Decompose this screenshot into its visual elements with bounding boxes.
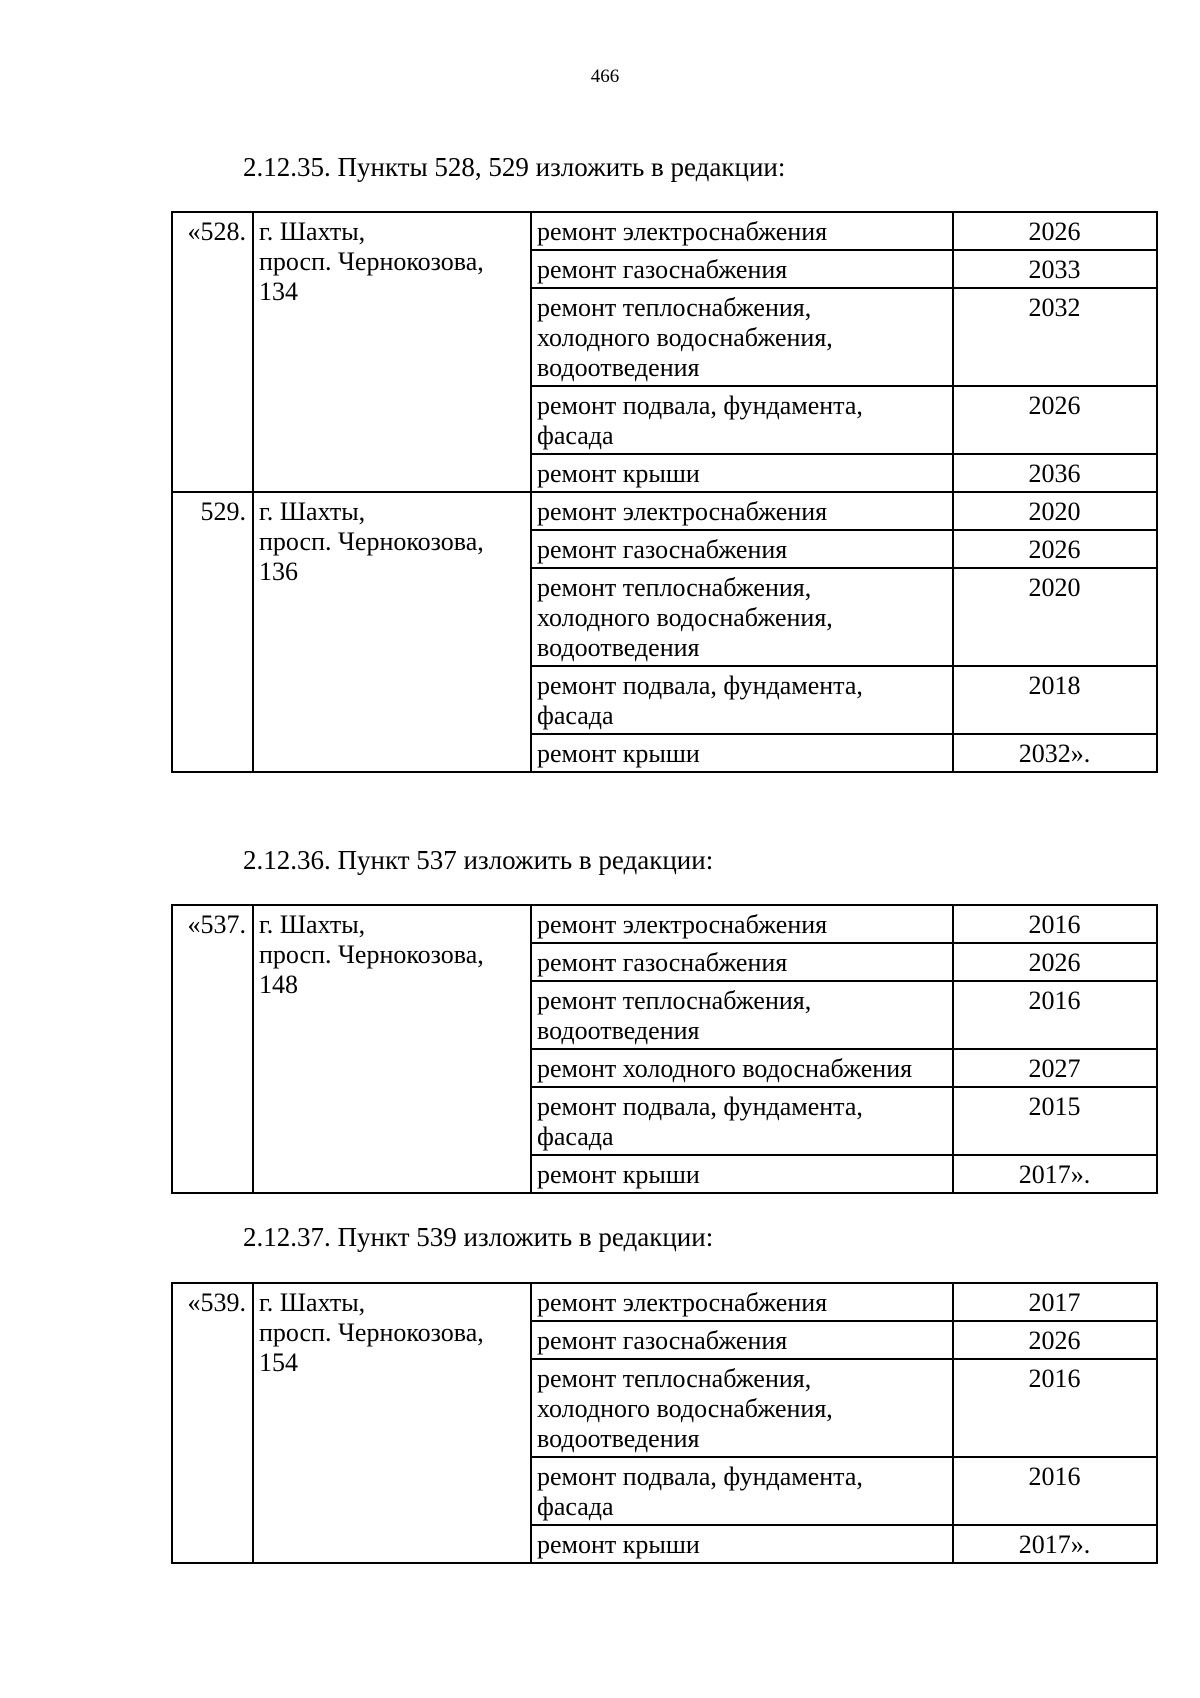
table-row bbox=[172, 1283, 1157, 1321]
work-type-line: ремонт крыши bbox=[537, 1160, 700, 1189]
year-cell: 2017». bbox=[953, 1155, 1157, 1193]
address-line: просп. Чернокозова, bbox=[259, 1318, 484, 1347]
item-number: «528. bbox=[172, 212, 253, 492]
work-type-line: ремонт подвала, фундамента, bbox=[537, 1462, 863, 1491]
year-cell: 2017 bbox=[953, 1283, 1157, 1321]
year-cell: 2026 bbox=[953, 530, 1157, 568]
work-type-line: ремонт газоснабжения bbox=[537, 1326, 788, 1355]
work-type-cell bbox=[531, 1525, 953, 1563]
work-type-cell bbox=[531, 1049, 953, 1087]
year-cell: 2017». bbox=[953, 1525, 1157, 1563]
work-type-cell bbox=[531, 1359, 953, 1457]
work-type-line: ремонт газоснабжения bbox=[537, 255, 788, 284]
address-line: г. Шахты, bbox=[259, 497, 366, 526]
work-type-line: ремонт электроснабжения bbox=[537, 910, 828, 939]
work-type-line: холодного водоснабжения, bbox=[537, 1394, 833, 1423]
item-number: 529. bbox=[172, 492, 253, 772]
work-type-line: ремонт холодного водоснабжения bbox=[537, 1054, 913, 1083]
section-heading: 2.12.35. Пункты 528, 529 изложить в редакции: bbox=[243, 152, 786, 182]
year-cell: 2026 bbox=[953, 943, 1157, 981]
work-type-line: водоотведения bbox=[537, 1424, 700, 1453]
year-cell: 2032 bbox=[953, 288, 1157, 386]
address-line: г. Шахты, bbox=[259, 910, 366, 939]
work-type-line: водоотведения bbox=[537, 1016, 700, 1045]
work-type-cell bbox=[531, 1457, 953, 1525]
address-line: 136 bbox=[259, 557, 298, 586]
year-cell: 2036 bbox=[953, 454, 1157, 492]
work-type-line: ремонт теплоснабжения, bbox=[537, 1364, 812, 1393]
year-cell: 2016 bbox=[953, 981, 1157, 1049]
work-type-cell bbox=[531, 1087, 953, 1155]
address-line: г. Шахты, bbox=[259, 1288, 366, 1317]
schedule-table bbox=[171, 1282, 1158, 1564]
work-type-line: ремонт газоснабжения bbox=[537, 535, 788, 564]
work-type-cell bbox=[531, 386, 953, 454]
work-type-line: холодного водоснабжения, bbox=[537, 603, 833, 632]
work-type-cell bbox=[531, 905, 953, 943]
page-number: 466 bbox=[590, 66, 620, 87]
address-cell bbox=[253, 212, 531, 492]
work-type-cell bbox=[531, 212, 953, 250]
address-cell bbox=[253, 1283, 531, 1563]
work-type-line: ремонт теплоснабжения, bbox=[537, 293, 812, 322]
year-cell: 2026 bbox=[953, 386, 1157, 454]
address-line: просп. Чернокозова, bbox=[259, 940, 484, 969]
item-number: «537. bbox=[172, 905, 253, 1193]
work-type-cell bbox=[531, 454, 953, 492]
work-type-line: ремонт крыши bbox=[537, 459, 700, 488]
year-cell: 2020 bbox=[953, 492, 1157, 530]
address-cell bbox=[253, 492, 531, 772]
year-cell: 2026 bbox=[953, 212, 1157, 250]
year-cell: 2020 bbox=[953, 568, 1157, 666]
section-heading: 2.12.36. Пункт 537 изложить в редакции: bbox=[243, 845, 714, 875]
year-cell: 2015 bbox=[953, 1087, 1157, 1155]
work-type-cell bbox=[531, 1283, 953, 1321]
work-type-cell bbox=[531, 666, 953, 734]
address-line: 134 bbox=[259, 277, 298, 306]
schedule-table bbox=[171, 211, 1158, 773]
table-row bbox=[172, 492, 1157, 530]
work-type-line: ремонт газоснабжения bbox=[537, 948, 788, 977]
year-cell: 2026 bbox=[953, 1321, 1157, 1359]
work-type-cell bbox=[531, 568, 953, 666]
work-type-cell bbox=[531, 1321, 953, 1359]
work-type-line: ремонт подвала, фундамента, bbox=[537, 671, 863, 700]
year-cell: 2032». bbox=[953, 734, 1157, 772]
work-type-line: ремонт крыши bbox=[537, 739, 700, 768]
address-cell bbox=[253, 905, 531, 1193]
section-heading: 2.12.37. Пункт 539 изложить в редакции: bbox=[243, 1222, 714, 1252]
work-type-line: фасада bbox=[537, 1492, 614, 1521]
work-type-line: холодного водоснабжения, bbox=[537, 323, 833, 352]
year-cell: 2016 bbox=[953, 905, 1157, 943]
work-type-cell bbox=[531, 288, 953, 386]
table-row bbox=[172, 905, 1157, 943]
address-line: 154 bbox=[259, 1348, 298, 1377]
work-type-line: ремонт крыши bbox=[537, 1530, 700, 1559]
work-type-line: ремонт электроснабжения bbox=[537, 1288, 828, 1317]
table-row bbox=[172, 212, 1157, 250]
work-type-line: ремонт теплоснабжения, bbox=[537, 986, 812, 1015]
year-cell: 2027 bbox=[953, 1049, 1157, 1087]
work-type-line: ремонт теплоснабжения, bbox=[537, 573, 812, 602]
work-type-line: фасада bbox=[537, 701, 614, 730]
work-type-cell bbox=[531, 943, 953, 981]
work-type-cell bbox=[531, 492, 953, 530]
work-type-line: ремонт подвала, фундамента, bbox=[537, 1092, 863, 1121]
work-type-line: ремонт подвала, фундамента, bbox=[537, 391, 863, 420]
work-type-cell bbox=[531, 250, 953, 288]
schedule-table bbox=[171, 904, 1158, 1194]
year-cell: 2018 bbox=[953, 666, 1157, 734]
work-type-line: ремонт электроснабжения bbox=[537, 497, 828, 526]
work-type-line: водоотведения bbox=[537, 633, 700, 662]
address-line: г. Шахты, bbox=[259, 217, 366, 246]
work-type-line: фасада bbox=[537, 421, 614, 450]
year-cell: 2033 bbox=[953, 250, 1157, 288]
address-line: просп. Чернокозова, bbox=[259, 527, 484, 556]
item-number: «539. bbox=[172, 1283, 253, 1563]
year-cell: 2016 bbox=[953, 1359, 1157, 1457]
address-line: просп. Чернокозова, bbox=[259, 247, 484, 276]
work-type-cell bbox=[531, 734, 953, 772]
year-cell: 2016 bbox=[953, 1457, 1157, 1525]
work-type-line: водоотведения bbox=[537, 353, 700, 382]
work-type-cell bbox=[531, 530, 953, 568]
work-type-cell bbox=[531, 1155, 953, 1193]
work-type-line: фасада bbox=[537, 1122, 614, 1151]
work-type-cell bbox=[531, 981, 953, 1049]
address-line: 148 bbox=[259, 970, 298, 999]
work-type-line: ремонт электроснабжения bbox=[537, 217, 828, 246]
